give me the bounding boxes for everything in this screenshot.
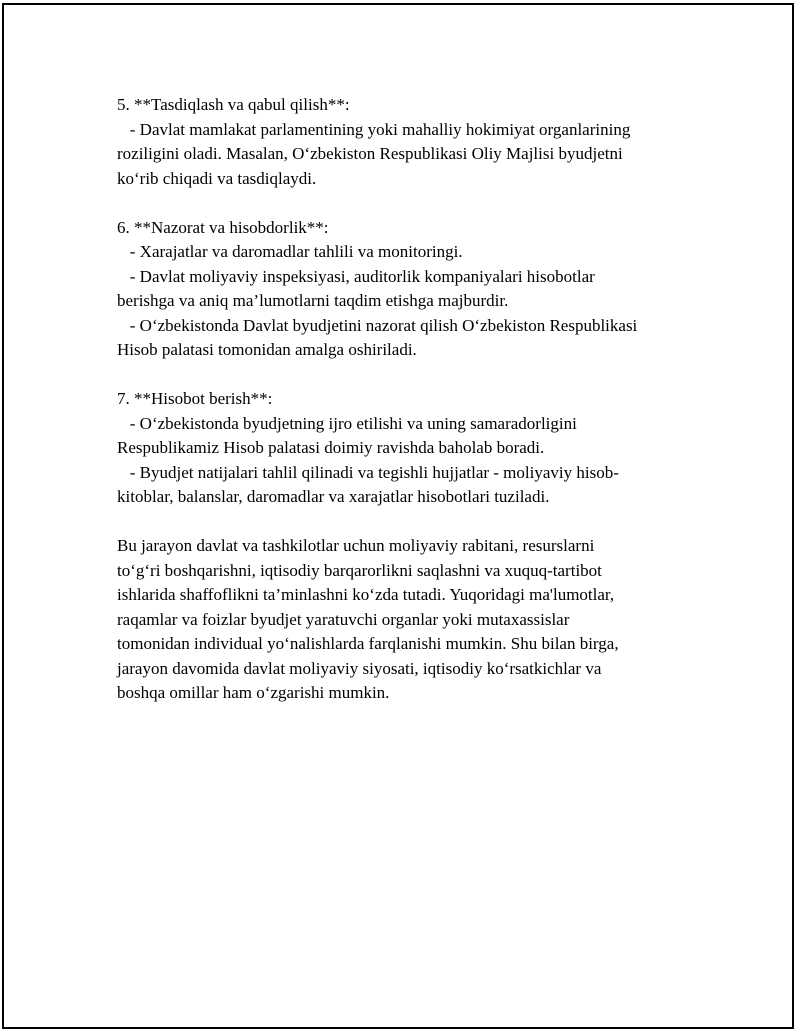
section-approval bbox=[117, 93, 717, 191]
text-line: berishga va aniq ma’lumotlarni taqdim etishga majburdir. bbox=[117, 291, 509, 310]
section-heading: 7. **Hisobot berish**: bbox=[117, 389, 273, 408]
text-line: tomonidan individual yo‘nalishlarda farqlanishi mumkin. Shu bilan birga, bbox=[117, 634, 619, 653]
text-line: - Byudjet natijalari tahlil qilinadi va tegishli hujjatlar - moliyaviy hisob- bbox=[117, 462, 619, 482]
section-heading: 6. **Nazorat va hisobdorlik**: bbox=[117, 217, 329, 237]
text-line: - Davlat moliyaviy inspeksiyasi, auditorlik kompaniyalari hisobotlar bbox=[117, 266, 595, 286]
section-reporting bbox=[117, 387, 717, 510]
text-line: ishlarida shaffoflikni ta’minlashni ko‘zda tutadi. Yuqoridagi ma'lumotlar, bbox=[117, 585, 615, 604]
paragraph-spacer bbox=[117, 363, 717, 388]
paragraph-spacer bbox=[117, 191, 717, 216]
text-line: - O‘zbekistonda Davlat byudjetini nazorat qilish O‘zbekiston Respublikasi bbox=[117, 315, 638, 335]
text-line: raqamlar va foizlar byudjet yaratuvchi organlar yoki mutaxassislar bbox=[117, 609, 570, 629]
paragraph-spacer bbox=[117, 510, 717, 535]
text-line: - Xarajatlar va daromadlar tahlili va monitoringi. bbox=[117, 242, 463, 261]
text-line: kitoblar, balanslar, daromadlar va xarajatlar hisobotlari tuziladi. bbox=[117, 487, 550, 506]
section-control bbox=[117, 216, 717, 363]
text-line: ko‘rib chiqadi va tasdiqlaydi. bbox=[117, 168, 317, 188]
section-heading: 5. **Tasdiqlash va qabul qilish**: bbox=[117, 95, 350, 114]
text-line: - Davlat mamlakat parlamentining yoki mahalliy hokimiyat organlarining bbox=[117, 119, 631, 139]
text-line: - O‘zbekistonda byudjetning ijro etilishi va uning samaradorligini bbox=[117, 413, 577, 433]
text-line: boshqa omillar ham o‘zgarishi mumkin. bbox=[117, 683, 390, 702]
text-line: Hisob palatasi tomonidan amalga oshiriladi. bbox=[117, 340, 417, 359]
section-conclusion bbox=[117, 534, 717, 706]
text-line: Respublikamiz Hisob palatasi doimiy ravishda baholab boradi. bbox=[117, 438, 545, 457]
document-body bbox=[117, 93, 717, 706]
text-line: roziligini oladi. Masalan, O‘zbekiston Respublikasi Oliy Majlisi byudjetni bbox=[117, 144, 623, 163]
text-line: to‘g‘ri boshqarishni, iqtisodiy barqarorlikni saqlashni va xuquq-tartibot bbox=[117, 560, 602, 580]
text-line: Bu jarayon davlat va tashkilotlar uchun moliyaviy rabitani, resurslarni bbox=[117, 536, 595, 555]
text-line: jarayon davomida davlat moliyaviy siyosati, iqtisodiy ko‘rsatkichlar va bbox=[117, 658, 602, 678]
